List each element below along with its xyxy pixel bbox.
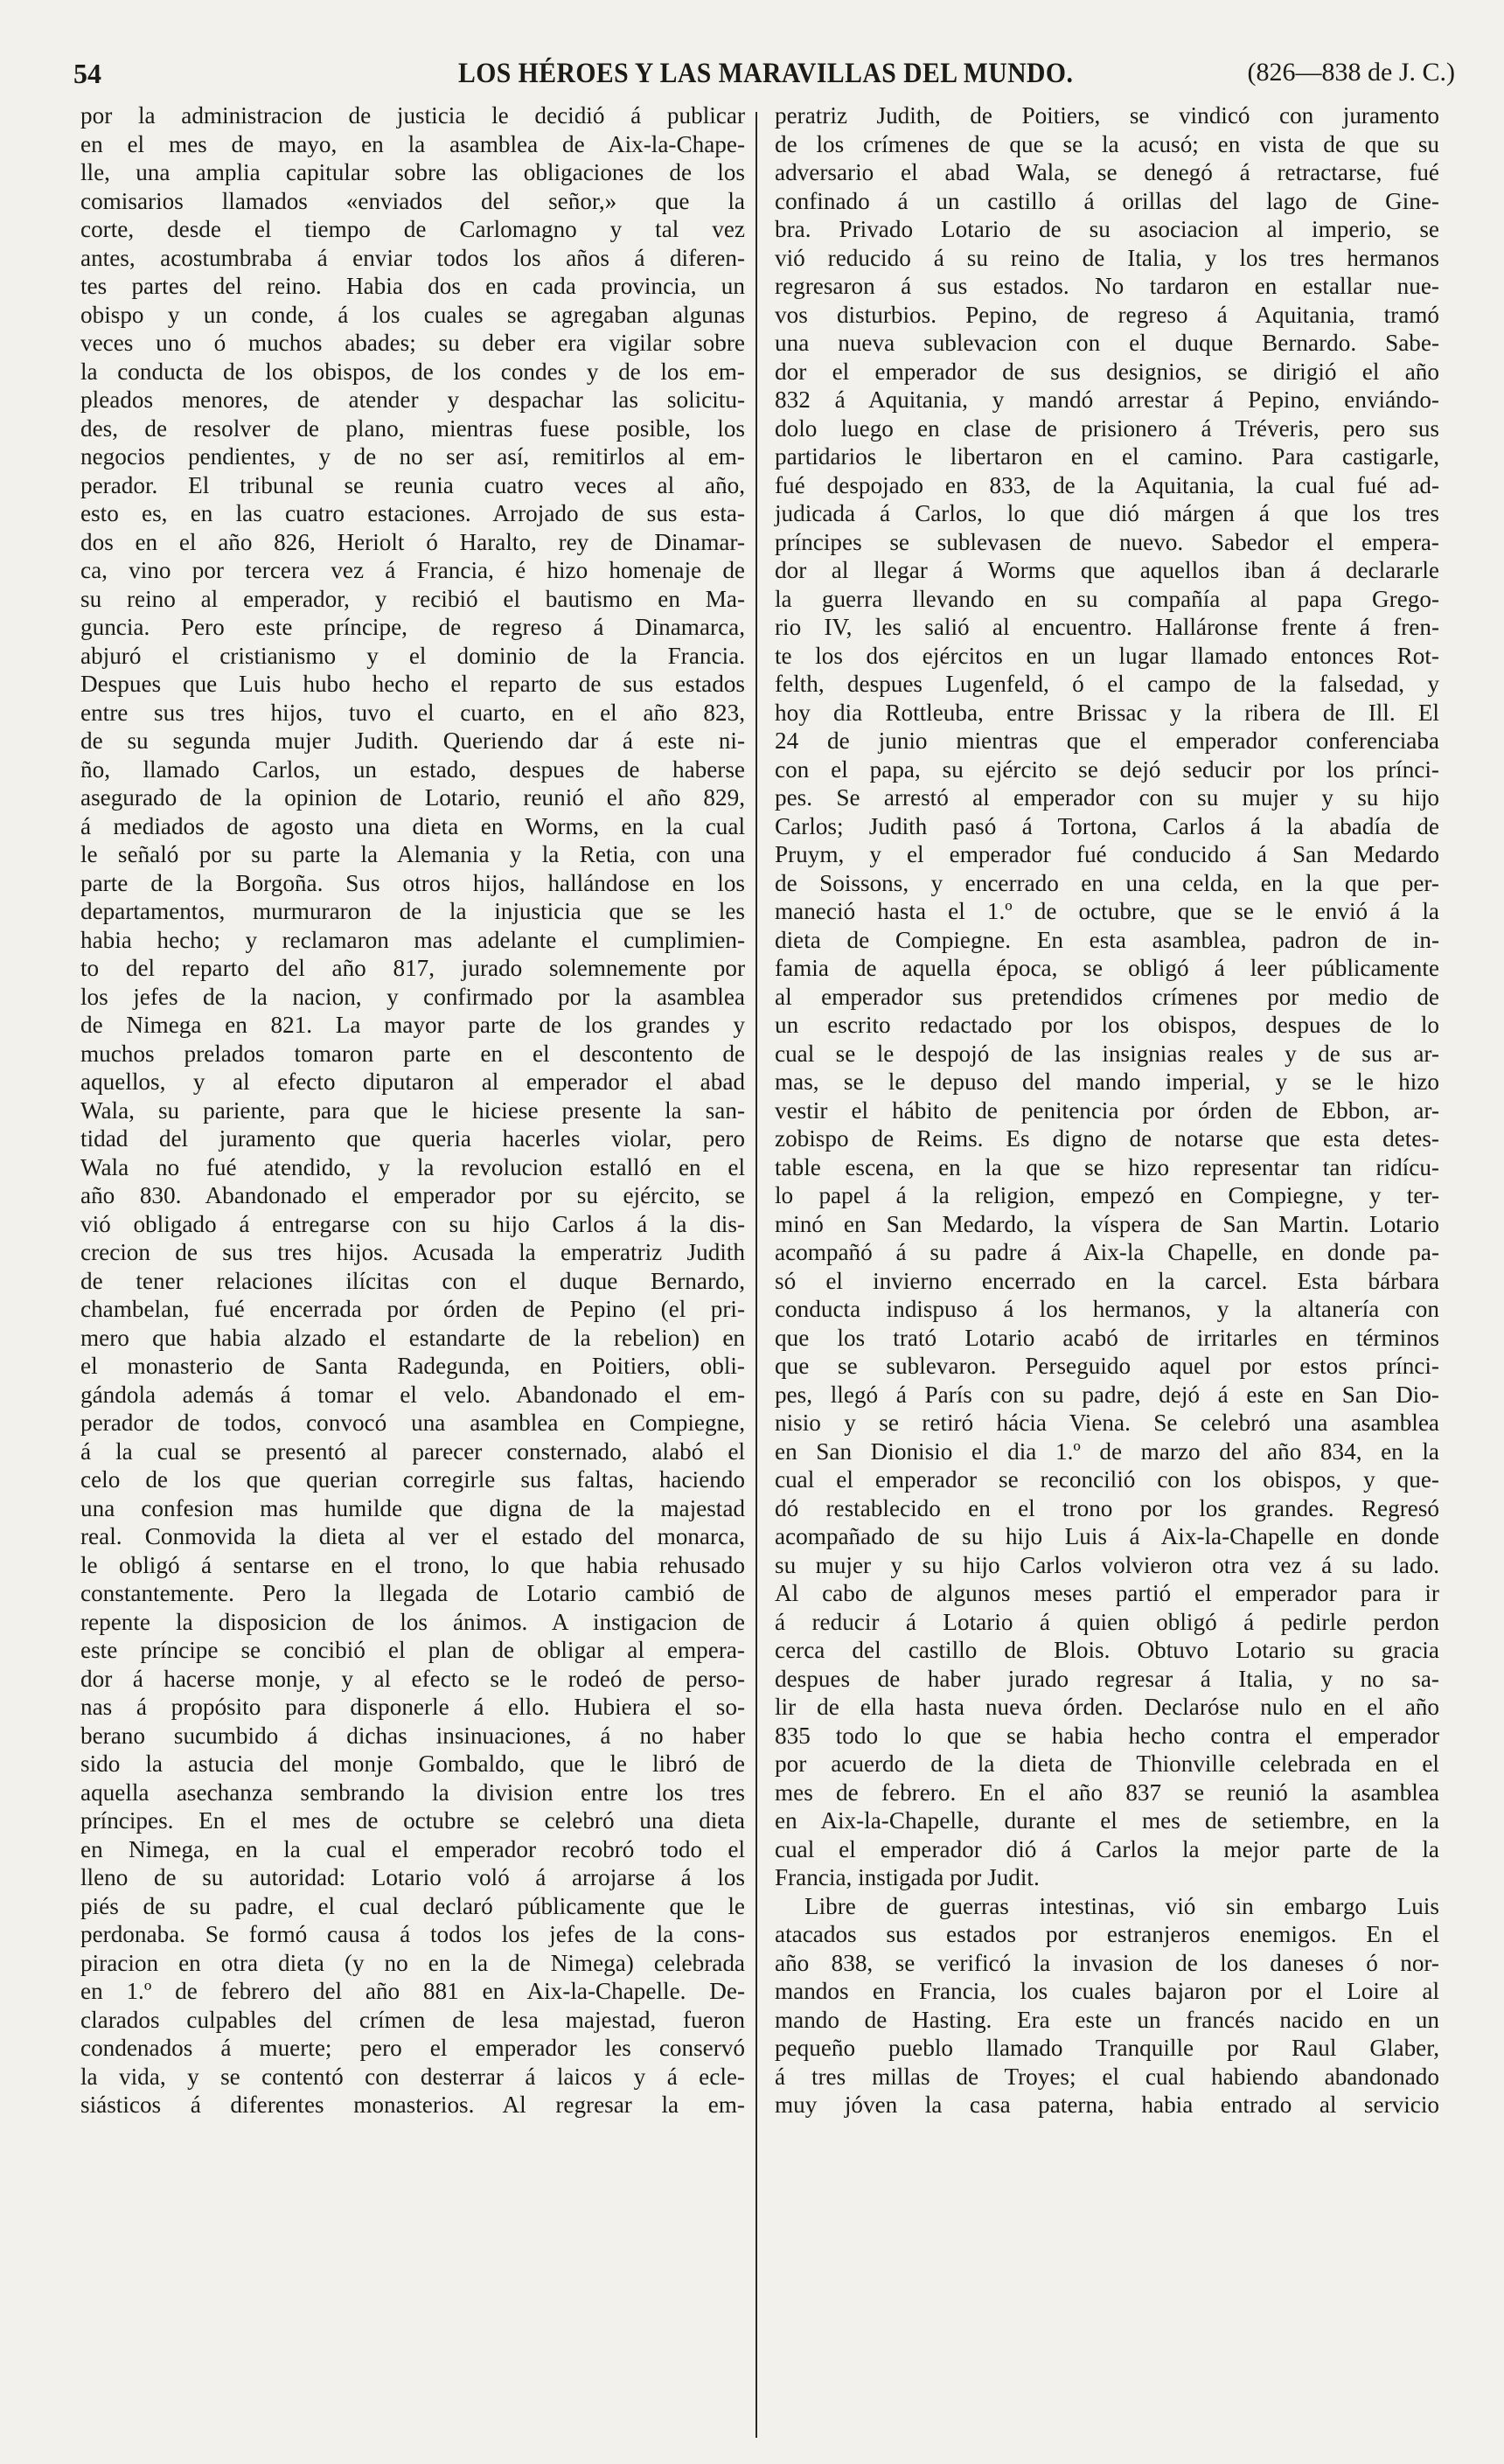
text-line: piracion en otra dieta (y no en la de Nimega) celebrada bbox=[80, 1949, 745, 1976]
text-line: des, de resolver de plano, mientras fuese posible, los bbox=[80, 414, 745, 442]
text-line: su reino al emperador, y recibió el bautismo en Ma- bbox=[80, 585, 745, 612]
text-line: cual el emperador se reconcilió con los obispos, y que- bbox=[775, 1466, 1439, 1493]
text-line: la vida, y se contentó con desterrar á laicos y á ecle- bbox=[80, 2063, 745, 2090]
text-line: en 1.º de febrero del año 881 en Aix-la-Chapelle. De- bbox=[80, 1978, 745, 2004]
text-line: lle, una amplia capitular sobre las obligaciones de los bbox=[80, 159, 745, 185]
text-line: acompañó á su padre á Aix-la Chapelle, en donde pa- bbox=[775, 1239, 1439, 1265]
text-line: de Nimega en 821. La mayor parte de los grandes y bbox=[80, 1012, 745, 1038]
text-line: de su segunda mujer Judith. Queriendo dar á este ni- bbox=[80, 727, 745, 754]
text-line: cerca del castillo de Blois. Obtuvo Lotario su gracia bbox=[775, 1637, 1439, 1663]
text-line: año 830. Abandonado el emperador por su ejército, se bbox=[80, 1182, 745, 1208]
text-line: mandos en Francia, los cuales bajaron por el Loire al bbox=[775, 1978, 1439, 2004]
text-line: lo papel á la religion, empezó en Compiegne, y ter- bbox=[775, 1182, 1439, 1208]
text-line: esto es, en las cuatro estaciones. Arrojado de sus esta- bbox=[80, 500, 745, 526]
text-line: nas á propósito para disponerle á ello. Hubiera el so- bbox=[80, 1694, 745, 1720]
text-line: al emperador sus pretendidos crímenes por medio de bbox=[775, 983, 1439, 1010]
text-line: pequeño pueblo llamado Tranquille por Raul Glaber, bbox=[775, 2035, 1439, 2061]
text-line: de Soissons, y encerrado en una celda, en la que per- bbox=[775, 869, 1439, 896]
text-line: corte, desde el tiempo de Carlomagno y tal vez bbox=[80, 216, 745, 242]
text-line: sido la astucia del monje Gombaldo, que le libró de bbox=[80, 1751, 745, 1777]
text-line: 24 de junio mientras que el emperador conferenciaba bbox=[775, 727, 1439, 754]
right-text-column bbox=[775, 101, 1439, 2119]
text-line: dieta de Compiegne. En esta asamblea, padron de in- bbox=[775, 926, 1439, 953]
text-line: antes, acostumbraba á enviar todos los años á diferen- bbox=[80, 244, 745, 271]
text-line: crecion de sus tres hijos. Acusada la emperatriz Judith bbox=[80, 1239, 745, 1265]
text-line: despues de haber jurado regresar á Italia, y no sa- bbox=[775, 1665, 1439, 1692]
text-line: ca, vino por tercera vez á Francia, é hizo homenaje de bbox=[80, 557, 745, 583]
text-line: á mediados de agosto una dieta en Worms, en la cual bbox=[80, 812, 745, 839]
text-line: de tener relaciones ilícitas con el duque Bernardo, bbox=[80, 1267, 745, 1294]
text-line: parte de la Borgoña. Sus otros hijos, hallándose en los bbox=[80, 869, 745, 896]
text-line: cual se le despojó de las insignias reales y de sus ar- bbox=[775, 1040, 1439, 1067]
text-line: atacados sus estados por estranjeros enemigos. En el bbox=[775, 1921, 1439, 1947]
text-line: to del reparto del año 817, jurado solemnemente por bbox=[80, 955, 745, 981]
text-line: una nueva sublevacion con el duque Bernardo. Sabe- bbox=[775, 330, 1439, 356]
text-line: asegurado de la opinion de Lotario, reunió el año 829, bbox=[80, 784, 745, 811]
page-number: 54 bbox=[73, 58, 101, 89]
text-line: zobispo de Reims. Es digno de notarse que esta detes- bbox=[775, 1125, 1439, 1152]
text-line: guncia. Pero este príncipe, de regreso á Dinamarca, bbox=[80, 614, 745, 640]
text-line: una confesion mas humilde que digna de la majestad bbox=[80, 1494, 745, 1521]
text-line: le obligó á sentarse en el trono, lo que habia rehusado bbox=[80, 1551, 745, 1578]
text-line: adversario el abad Wala, se denegó á retractarse, fué bbox=[775, 159, 1439, 185]
text-line: constantemente. Pero la llegada de Lotario cambió de bbox=[80, 1580, 745, 1606]
text-line: Francia, instigada por Judit. bbox=[775, 1864, 1040, 1890]
left-text-column bbox=[80, 101, 745, 2119]
text-line: fué despojado en 833, de la Aquitania, la cual fué ad- bbox=[775, 471, 1439, 498]
text-line: ño, llamado Carlos, un estado, despues de haberse bbox=[80, 755, 745, 783]
text-line: la conducta de los obispos, de los condes y de los em- bbox=[80, 358, 745, 385]
text-line: este príncipe se concibió el plan de obligar al empera- bbox=[80, 1637, 745, 1663]
text-line: pleados menores, de atender y despachar las solicitu- bbox=[80, 386, 745, 413]
page-header bbox=[73, 52, 1455, 96]
text-line: lir de ella hasta nueva órden. Declaróse nulo en el año bbox=[775, 1694, 1439, 1720]
text-line: tidad del juramento que queria hacerles violar, pero bbox=[80, 1125, 745, 1152]
text-line: felth, despues Lugenfeld, ó el campo de la falsedad, y bbox=[775, 671, 1439, 697]
text-line: muy jóven la casa paterna, habia entrado al servicio bbox=[775, 2092, 1439, 2118]
text-line: por la administracion de justicia le decidió á publicar bbox=[80, 102, 745, 129]
text-line: Al cabo de algunos meses partió el emperador para ir bbox=[775, 1580, 1439, 1606]
text-line: chambelan, fué encerrada por órden de Pepino (el pri- bbox=[80, 1296, 745, 1322]
column-divider bbox=[755, 112, 757, 2438]
text-line: departamentos, murmuraron de la injusticia que se les bbox=[80, 898, 745, 924]
text-line: vestir el hábito de penitencia por órden de Ebbon, ar- bbox=[775, 1096, 1439, 1124]
text-line: príncipes se sublevasen de nuevo. Sabedor el empera- bbox=[775, 528, 1439, 555]
text-line: dor á hacerse monje, y al efecto se le rodeó de perso- bbox=[80, 1665, 745, 1692]
text-line: tes partes del reino. Habia dos en cada provincia, un bbox=[80, 273, 745, 299]
text-line: lleno de su autoridad: Lotario voló á arrojarse á los bbox=[80, 1864, 745, 1890]
text-line: 832 á Aquitania, y mandó arrestar á Pepino, enviándo- bbox=[775, 386, 1439, 413]
text-line: berano sucumbido á dichas insinuaciones, á no haber bbox=[80, 1722, 745, 1749]
text-line: obispo y un conde, á los cuales se agregaban algunas bbox=[80, 301, 745, 328]
text-line: regresaron á sus estados. No tardaron en estallar nue- bbox=[775, 273, 1439, 299]
text-line: su mujer y su hijo Carlos volvieron otra vez á su lado. bbox=[775, 1551, 1439, 1578]
text-line: comisarios llamados «enviados del señor,» que la bbox=[80, 187, 745, 214]
text-line: dos en el año 826, Heriolt ó Haralto, rey de Dinamar- bbox=[80, 528, 745, 555]
text-line: aquellos, y al efecto diputaron al emperador el abad bbox=[80, 1068, 745, 1095]
text-line: por acuerdo de la dieta de Thionville celebrada en el bbox=[775, 1751, 1439, 1777]
text-line: le señaló por su parte la Alemania y la Retia, con una bbox=[80, 841, 745, 867]
text-line: perador de todos, convocó una asamblea en Compiegne, bbox=[80, 1409, 745, 1436]
text-line: mas, se le depuso del mando imperial, y se le hizo bbox=[775, 1068, 1439, 1095]
text-line: de los crímenes de que se la acusó; en vista de que su bbox=[775, 130, 1439, 157]
text-line: un escrito redactado por los obispos, despues de lo bbox=[775, 1012, 1439, 1038]
text-line: te los dos ejércitos en un lugar llamado entonces Rot- bbox=[775, 642, 1439, 669]
text-line: partidarios le libertaron en el camino. Para castigarle, bbox=[775, 443, 1439, 470]
text-line: año 838, se verificó la invasion de los daneses ó nor- bbox=[775, 1949, 1439, 1976]
text-line: dor el emperador de sus designios, se dirigió el año bbox=[775, 358, 1439, 385]
text-line: habia hecho; y reclamaron mas adelante el cumplimien- bbox=[80, 926, 745, 953]
running-title: LOS HÉROES Y LAS MARAVILLAS DEL MUNDO. bbox=[458, 58, 1074, 89]
text-line: minó en San Medardo, la víspera de San Martin. Lotario bbox=[775, 1210, 1439, 1237]
text-line: só el invierno encerrado en la carcel. Esta bárbara bbox=[775, 1267, 1439, 1294]
text-line: mes de febrero. En el año 837 se reunió la asamblea bbox=[775, 1778, 1439, 1806]
text-line: pes, llegó á París con su padre, dejó á este en San Dio- bbox=[775, 1381, 1439, 1408]
text-line: Wala, su pariente, para que le hiciese presente la san- bbox=[80, 1096, 745, 1124]
text-line: que se sublevaron. Perseguido aquel por estos prínci- bbox=[775, 1353, 1439, 1379]
text-line: vió reducido á su reino de Italia, y los tres hermanos bbox=[775, 244, 1439, 271]
text-line: el monasterio de Santa Radegunda, en Poitiers, obli- bbox=[80, 1353, 745, 1379]
text-line: dolo luego en clase de prisionero á Tréveris, pero sus bbox=[775, 414, 1439, 442]
text-line: mando de Hasting. Era este un francés nacido en un bbox=[775, 2006, 1439, 2033]
text-line: maneció hasta el 1.º de octubre, que se le envió á la bbox=[775, 898, 1439, 924]
text-line: veces uno ó muchos abades; su deber era vigilar sobre bbox=[80, 330, 745, 356]
text-line: rio IV, les salió al encuentro. Halláronse frente á fren- bbox=[775, 614, 1439, 640]
text-line: table escena, en la que se hizo representar tan ridícu- bbox=[775, 1153, 1439, 1180]
text-line: Wala no fué atendido, y la revolucion estalló en el bbox=[80, 1153, 745, 1180]
text-line: gándola además á tomar el velo. Abandonado el em- bbox=[80, 1381, 745, 1408]
text-line: príncipes. En el mes de octubre se celebró una dieta bbox=[80, 1807, 745, 1834]
text-line: hoy dia Rottleuba, entre Brissac y la ribera de Ill. El bbox=[775, 699, 1439, 726]
text-line: negocios pendientes, y de no ser así, remitirlos al em- bbox=[80, 443, 745, 470]
text-line: con el papa, su ejército se dejó seducir por los prínci- bbox=[775, 755, 1439, 783]
text-line: judicada á Carlos, lo que dió márgen á que los tres bbox=[775, 500, 1439, 526]
text-line: dor al llegar á Worms que aquellos iban á declararle bbox=[775, 557, 1439, 583]
text-line: muchos prelados tomaron parte en el descontento de bbox=[80, 1040, 745, 1067]
text-line: Pruym, y el emperador fué conducido á San Medardo bbox=[775, 841, 1439, 867]
text-line: los jefes de la nacion, y confirmado por la asamblea bbox=[80, 983, 745, 1010]
date-range: (826—838 de J. C.) bbox=[1247, 58, 1455, 87]
text-line: en el mes de mayo, en la asamblea de Aix-la-Chape- bbox=[80, 130, 745, 157]
text-line: piés de su padre, el cual declaró públicamente que le bbox=[80, 1892, 745, 1919]
text-line: Carlos; Judith pasó á Tortona, Carlos á la abadía de bbox=[775, 812, 1439, 839]
text-line: cual el emperador dió á Carlos la mejor parte de la bbox=[775, 1835, 1439, 1862]
text-line: en Nimega, en la cual el emperador recobró todo el bbox=[80, 1835, 745, 1862]
text-line: repente la disposicion de los ánimos. A instigacion de bbox=[80, 1608, 745, 1635]
text-line: celo de los que querian corregirle sus faltas, haciendo bbox=[80, 1466, 745, 1493]
text-line: aquella asechanza sembrando la division entre los tres bbox=[80, 1778, 745, 1806]
text-line: Libre de guerras intestinas, vió sin embargo Luis bbox=[804, 1892, 1439, 1919]
text-line: siásticos á diferentes monasterios. Al regresar la em- bbox=[80, 2092, 745, 2118]
text-line: á reducir á Lotario á quien obligó á pedirle perdon bbox=[775, 1608, 1439, 1635]
text-line: en Aix-la-Chapelle, durante el mes de setiembre, en la bbox=[775, 1807, 1439, 1834]
text-line: 835 todo lo que se habia hecho contra el emperador bbox=[775, 1722, 1439, 1749]
text-line: en San Dionisio el dia 1.º de marzo del año 834, en la bbox=[775, 1437, 1439, 1465]
text-line: famia de aquella época, se obligó á leer públicamente bbox=[775, 955, 1439, 981]
text-line: confinado á un castillo á orillas del lago de Gine- bbox=[775, 187, 1439, 214]
text-line: perdonaba. Se formó causa á todos los jefes de la cons- bbox=[80, 1921, 745, 1947]
text-line: mero que habia alzado el estandarte de la rebelion) en bbox=[80, 1324, 745, 1351]
text-line: bra. Privado Lotario de su asociacion al imperio, se bbox=[775, 216, 1439, 242]
text-line: pes. Se arrestó al emperador con su mujer y su hijo bbox=[775, 784, 1439, 811]
text-line: condenados á muerte; pero el emperador les conservó bbox=[80, 2035, 745, 2061]
text-line: conducta indispuso á los hermanos, y la altanería con bbox=[775, 1296, 1439, 1322]
text-line: vos disturbios. Pepino, de regreso á Aquitania, tramó bbox=[775, 301, 1439, 328]
text-line: acompañado de su hijo Luis á Aix-la-Chapelle en donde bbox=[775, 1523, 1439, 1549]
text-line: perador. El tribunal se reunia cuatro veces al año, bbox=[80, 471, 745, 498]
text-line: á tres millas de Troyes; el cual habiendo abandonado bbox=[775, 2063, 1439, 2090]
text-line: que los trató Lotario acabó de irritarles en términos bbox=[775, 1324, 1439, 1351]
text-line: entre sus tres hijos, tuvo el cuarto, en el año 823, bbox=[80, 699, 745, 726]
text-line: abjuró el cristianismo y el dominio de la Francia. bbox=[80, 642, 745, 669]
text-line: peratriz Judith, de Poitiers, se vindicó con juramento bbox=[775, 102, 1439, 129]
text-line: dó restablecido en el trono por los grandes. Regresó bbox=[775, 1494, 1439, 1521]
text-line: la guerra llevando en su compañía al papa Grego- bbox=[775, 585, 1439, 612]
text-line: á la cual se presentó al parecer consternado, alabó el bbox=[80, 1437, 745, 1465]
text-line: nisio y se retiró hácia Viena. Se celebró una asamblea bbox=[775, 1409, 1439, 1436]
text-line: clarados culpables del crímen de lesa majestad, fueron bbox=[80, 2006, 745, 2033]
text-line: Despues que Luis hubo hecho el reparto de sus estados bbox=[80, 671, 745, 697]
text-line: real. Conmovida la dieta al ver el estado del monarca, bbox=[80, 1523, 745, 1549]
text-line: vió obligado á entregarse con su hijo Carlos á la dis- bbox=[80, 1210, 745, 1237]
